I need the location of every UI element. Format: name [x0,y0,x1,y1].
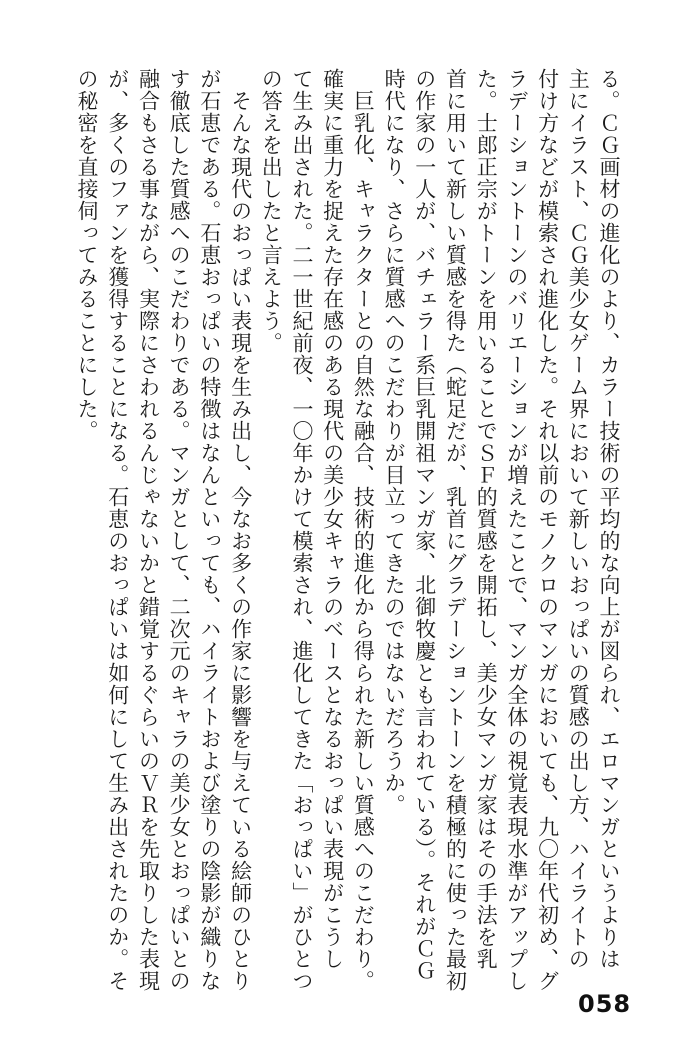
text-column: の作家の一人が、バチェラー系巨乳開祖マンガ家、北御牧慶とも言われている）。それがＣＧ [412,68,437,982]
text-column: て生み出された。二一世紀前夜、一〇年かけて模索され、進化してきた「おっぱい」がひとつ [289,68,314,992]
body-text [71,68,624,992]
page-number: 058 [578,990,632,1018]
text-column: 時代になり、さらに質感へのこだわりが目立ってきたのではないだろうか。 [382,68,407,816]
text-column: が石恵である。石恵おっぱいの特徴はなんといっても、ハイライトおよび塗りの陰影が織りな [197,68,222,992]
text-column: ラデーショントーンのバリエーションが増えたことで、マンガ全体の視覚表現水準がアップし [504,68,529,992]
text-column: が、多くのファンを獲得することになる。石恵のおっぱいは如何にして生み出されたのか。そ [105,68,130,992]
text-column: の答えを出したと言えよう。 [259,68,284,354]
text-column: 主にイラスト、ＣＧ美少女ゲーム界において新しいおっぱいの質感の出し方、ハイライトの [566,68,591,970]
text-column: す徹底した質感へのこだわりである。マンガとして、二次元のキャラの美少女とおっぱいとの [167,68,192,992]
text-column: の秘密を直接伺ってみることにした。 [75,68,100,442]
text-column: 巨乳化、キャラクターとの自然な融合、技術的進化から得られた新しい質感へのこだわり。 [351,68,376,992]
text-column: 付け方などが模索され進化した。それ以前のモノクロのマンガにおいても、九〇年代初め、グ [535,68,560,992]
text-column: 確実に重力を捉えた存在感のある現代の美少女キャラのベースとなるおっぱい表現がこうし [320,68,345,970]
text-column: る。ＣＧ画材の進化のより、カラー技術の平均的な向上が図られ、エロマンガというよりは [597,68,621,970]
text-column: た。士郎正宗がトーンを用いることでＳＦ的質感を開拓し、美少女マンガ家はその手法を乳 [474,68,499,970]
text-column: 首に用いて新しい質感を得た（蛇足だが、乳首にグラデーショントーンを積極的に使った最初 [443,68,468,992]
text-column: 融合もさる事ながら、実際にさわれるんじゃないかと錯覚するぐらいのＶＲを先取りした表現 [136,68,161,992]
text-column: そんな現代のおっぱい表現を生み出し、今なお多くの作家に影響を与えている絵師のひとり [228,68,253,992]
